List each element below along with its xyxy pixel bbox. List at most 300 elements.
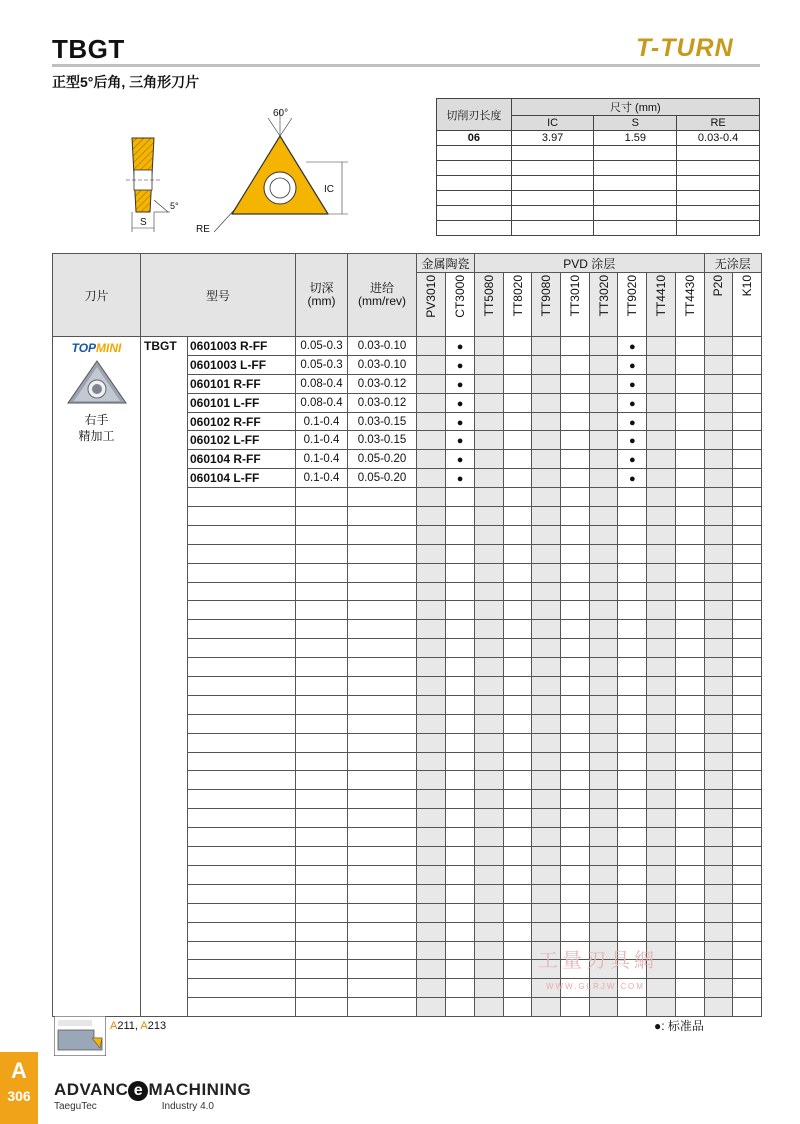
grade-cell [733, 488, 762, 507]
grade-cell [589, 865, 618, 884]
grade-cell [589, 714, 618, 733]
grade-cell [675, 809, 704, 828]
standard-dot-icon: ● [628, 340, 636, 353]
grade-cell [675, 601, 704, 620]
grade-cell [503, 563, 532, 582]
insert-cell [53, 337, 141, 1017]
grade-header-tt4430 [675, 273, 704, 337]
grade-cell [561, 620, 590, 639]
grade-cell [446, 828, 475, 847]
depth-cell [296, 884, 348, 903]
model-cell [188, 998, 296, 1017]
grade-cell [618, 903, 647, 922]
grade-cell [704, 695, 733, 714]
grade-cell [417, 884, 446, 903]
grade-cell [733, 865, 762, 884]
grade-cell [675, 412, 704, 431]
grade-cell [704, 658, 733, 677]
grade-cell [475, 960, 504, 979]
grade-cell [503, 714, 532, 733]
grade-cell [733, 979, 762, 998]
standard-dot-icon: ● [456, 359, 464, 372]
grade-cell [618, 601, 647, 620]
grade-cell [446, 469, 475, 488]
grade-cell [618, 507, 647, 526]
grade-cell [503, 903, 532, 922]
depth-cell [296, 582, 348, 601]
model-cell [188, 582, 296, 601]
grade-cell [475, 865, 504, 884]
grade-table [52, 253, 762, 1017]
grade-cell [503, 998, 532, 1017]
grade-cell [647, 658, 676, 677]
grade-cell [647, 431, 676, 450]
grade-cell [475, 677, 504, 696]
reference-links[interactable] [110, 1020, 166, 1032]
grade-cell [417, 752, 446, 771]
brand-logo-text: T-TURN [636, 34, 734, 62]
grade-label: P20 [711, 275, 726, 297]
grade-cell [675, 865, 704, 884]
grade-cell [675, 941, 704, 960]
ic-label: IC [324, 184, 334, 195]
section-letter: A [11, 1058, 27, 1083]
grade-cell [675, 469, 704, 488]
grade-cell [417, 790, 446, 809]
grade-cell [647, 979, 676, 998]
feed-cell [348, 941, 417, 960]
brand-e-icon: e [128, 1081, 148, 1101]
model-cell [188, 658, 296, 677]
grade-cell [561, 677, 590, 696]
grade-cell [417, 658, 446, 677]
grade-cell [589, 922, 618, 941]
grade-cell [417, 412, 446, 431]
grade-cell [589, 658, 618, 677]
grade-cell [618, 639, 647, 658]
grade-cell [704, 620, 733, 639]
grade-cell [475, 809, 504, 828]
grade-cell [675, 903, 704, 922]
model-cell [188, 639, 296, 658]
grade-cell [647, 771, 676, 790]
grade-cell [733, 563, 762, 582]
grade-cell [733, 431, 762, 450]
grade-cell [503, 979, 532, 998]
grade-cell [561, 733, 590, 752]
grade-cell [589, 525, 618, 544]
depth-cell [296, 658, 348, 677]
grade-cell [446, 677, 475, 696]
grade-cell [446, 431, 475, 450]
grade-cell [503, 431, 532, 450]
brand-taegutec: TaeguTec [54, 1100, 97, 1112]
grade-cell [417, 771, 446, 790]
depth-cell [296, 601, 348, 620]
grade-cell [475, 695, 504, 714]
feed-cell: 0.03-0.10 [348, 355, 417, 374]
model-cell [188, 771, 296, 790]
model-cell [188, 752, 296, 771]
grade-cell [532, 847, 561, 866]
grade-cell [475, 941, 504, 960]
grade-cell [475, 488, 504, 507]
grade-cell [503, 544, 532, 563]
grade-cell [475, 998, 504, 1017]
grade-cell [647, 563, 676, 582]
grade-cell [446, 979, 475, 998]
brand-advance: ADVANC [54, 1080, 129, 1099]
grade-cell [446, 960, 475, 979]
grade-cell [675, 998, 704, 1017]
grade-cell [532, 752, 561, 771]
grade-header-tt8020 [503, 273, 532, 337]
grade-cell [733, 941, 762, 960]
grade-cell [532, 658, 561, 677]
grade-cell [561, 922, 590, 941]
feed-cell [348, 695, 417, 714]
depth-cell: 0.05-0.3 [296, 355, 348, 374]
model-cell [188, 941, 296, 960]
grade-cell [417, 469, 446, 488]
grade-cell [704, 979, 733, 998]
grade-cell [675, 507, 704, 526]
grade-cell [561, 639, 590, 658]
grade-cell [618, 563, 647, 582]
grade-label: K10 [740, 275, 755, 297]
grade-cell [733, 903, 762, 922]
grade-cell [561, 393, 590, 412]
grade-cell [704, 884, 733, 903]
model-cell [188, 563, 296, 582]
grade-cell [446, 941, 475, 960]
depth-cell: 0.1-0.4 [296, 469, 348, 488]
grade-cell [417, 695, 446, 714]
grade-cell [618, 393, 647, 412]
grade-cell [618, 677, 647, 696]
grade-cell [503, 525, 532, 544]
grade-cell [503, 374, 532, 393]
grade-cell [589, 998, 618, 1017]
grade-cell [532, 922, 561, 941]
standard-dot-icon: ● [456, 435, 464, 448]
depth-cell [296, 620, 348, 639]
grade-cell [446, 393, 475, 412]
grade-cell [475, 847, 504, 866]
dims-len: 06 [437, 131, 512, 146]
grade-cell [475, 733, 504, 752]
model-cell [188, 695, 296, 714]
grade-cell [733, 412, 762, 431]
model-cell [188, 488, 296, 507]
model-cell [188, 601, 296, 620]
grade-cell [446, 563, 475, 582]
grade-cell [618, 374, 647, 393]
grade-cell [532, 828, 561, 847]
grade-cell [589, 450, 618, 469]
grade-cell [475, 355, 504, 374]
grade-cell [417, 374, 446, 393]
feed-cell: 0.03-0.15 [348, 431, 417, 450]
grade-cell [561, 658, 590, 677]
dims-re: 0.03-0.4 [677, 131, 760, 146]
col-insert: 刀片 [53, 254, 141, 337]
grade-cell [446, 771, 475, 790]
model-cell [188, 733, 296, 752]
feed-cell [348, 828, 417, 847]
re-label: RE [196, 224, 210, 235]
ref-1: 211, [117, 1020, 141, 1032]
grade-cell [532, 771, 561, 790]
grade-cell [733, 639, 762, 658]
grade-cell [704, 488, 733, 507]
grade-cell [446, 903, 475, 922]
depth-cell [296, 922, 348, 941]
grade-cell [561, 695, 590, 714]
insert-image [62, 357, 132, 409]
grade-cell [733, 771, 762, 790]
standard-dot-icon: ● [456, 378, 464, 391]
grade-cell [532, 998, 561, 1017]
grade-cell [503, 809, 532, 828]
grade-cell [618, 658, 647, 677]
grade-cell [446, 450, 475, 469]
feed-cell [348, 677, 417, 696]
feed-cell [348, 601, 417, 620]
grade-cell [503, 733, 532, 752]
dims-sub-ic: IC [511, 116, 594, 131]
dimensions-table [436, 98, 760, 236]
ref-a-2: A [140, 1020, 148, 1032]
grade-cell [704, 922, 733, 941]
grade-cell [675, 393, 704, 412]
depth-cell [296, 563, 348, 582]
model-cell: 060101 L-FF [188, 393, 296, 412]
grade-cell [733, 601, 762, 620]
grade-cell [704, 903, 733, 922]
grade-cell [532, 601, 561, 620]
feed-cell [348, 714, 417, 733]
grade-cell [561, 847, 590, 866]
grade-cell [704, 601, 733, 620]
grade-cell [589, 733, 618, 752]
grade-cell [475, 828, 504, 847]
grade-cell [647, 752, 676, 771]
depth-cell [296, 525, 348, 544]
grade-cell [417, 677, 446, 696]
dims-sub-s: S [594, 116, 677, 131]
model-cell [188, 847, 296, 866]
grade-cell [647, 847, 676, 866]
grade-cell [704, 582, 733, 601]
grade-cell [475, 337, 504, 356]
grade-cell [503, 828, 532, 847]
grade-cell [675, 525, 704, 544]
grade-cell [647, 714, 676, 733]
grade-cell [561, 355, 590, 374]
grade-cell [561, 752, 590, 771]
grade-cell [733, 525, 762, 544]
model-cell: 060102 R-FF [188, 412, 296, 431]
grade-label: TT9080 [539, 275, 554, 317]
grade-cell [561, 903, 590, 922]
depth-cell: 0.05-0.3 [296, 337, 348, 356]
model-cell [188, 922, 296, 941]
grade-cell [475, 620, 504, 639]
brand-logo [636, 34, 734, 63]
depth-cell [296, 865, 348, 884]
dims-sub-re: RE [677, 116, 760, 131]
grade-cell [417, 922, 446, 941]
depth-cell [296, 639, 348, 658]
grade-cell [532, 884, 561, 903]
grade-cell [618, 714, 647, 733]
grade-cell [475, 582, 504, 601]
grade-cell [532, 450, 561, 469]
grade-cell [503, 790, 532, 809]
grade-header-tt9020 [618, 273, 647, 337]
grade-cell [647, 393, 676, 412]
grade-cell [675, 639, 704, 658]
topmini-logo [53, 341, 140, 355]
grade-cell [647, 733, 676, 752]
grade-header-pv3010 [417, 273, 446, 337]
grade-cell [733, 469, 762, 488]
grade-cell [704, 809, 733, 828]
grade-cell [446, 809, 475, 828]
feed-cell [348, 865, 417, 884]
grade-cell [417, 941, 446, 960]
grade-label: CT3000 [453, 275, 468, 318]
grade-cell [417, 337, 446, 356]
grade-cell [532, 677, 561, 696]
grade-cell [475, 979, 504, 998]
grade-cell [446, 355, 475, 374]
grade-cell [446, 922, 475, 941]
grade-header-ct3000 [446, 273, 475, 337]
feed-cell [348, 488, 417, 507]
grade-cell [475, 790, 504, 809]
grade-cell [675, 337, 704, 356]
feed-cell [348, 998, 417, 1017]
grade-cell [675, 960, 704, 979]
grade-cell [733, 922, 762, 941]
grade-cell [532, 809, 561, 828]
grade-cell [704, 507, 733, 526]
grade-cell [532, 903, 561, 922]
grade-cell [561, 582, 590, 601]
grade-cell [532, 695, 561, 714]
grade-cell [475, 922, 504, 941]
depth-cell [296, 771, 348, 790]
grade-cell [446, 544, 475, 563]
grade-cell [733, 658, 762, 677]
grade-cell [589, 695, 618, 714]
grade-cell [704, 563, 733, 582]
grade-cell [675, 771, 704, 790]
grade-cell [446, 998, 475, 1017]
grade-cell [647, 903, 676, 922]
grade-cell [675, 714, 704, 733]
grade-cell [647, 544, 676, 563]
grade-cell [618, 752, 647, 771]
feed-cell [348, 544, 417, 563]
grade-cell [618, 998, 647, 1017]
grade-cell [503, 884, 532, 903]
grade-cell [618, 355, 647, 374]
grade-cell [503, 469, 532, 488]
grade-cell [475, 903, 504, 922]
grade-cell [503, 847, 532, 866]
grade-cell [647, 450, 676, 469]
standard-dot-icon: ● [628, 397, 636, 410]
grade-cell [704, 355, 733, 374]
standard-dot-icon: ● [456, 416, 464, 429]
grade-cell [475, 601, 504, 620]
grade-cell [417, 563, 446, 582]
grade-cell [733, 582, 762, 601]
grade-cell [733, 507, 762, 526]
model-cell [188, 828, 296, 847]
grade-cell [475, 752, 504, 771]
grade-cell [446, 488, 475, 507]
grade-header-tt3020 [589, 273, 618, 337]
model-cell [188, 865, 296, 884]
grade-cell [733, 337, 762, 356]
grade-cell [733, 714, 762, 733]
grade-cell [503, 582, 532, 601]
depth-cell: 0.1-0.4 [296, 412, 348, 431]
grade-cell [675, 374, 704, 393]
grade-cell [503, 677, 532, 696]
standard-dot-icon: ● [628, 454, 636, 467]
angle-label: 60° [273, 108, 289, 119]
grade-cell [589, 355, 618, 374]
grade-cell [704, 960, 733, 979]
grade-cell [704, 374, 733, 393]
dims-col-size: 尺寸 (mm) [511, 99, 759, 116]
grade-cell [704, 450, 733, 469]
depth-cell [296, 809, 348, 828]
grade-cell [475, 469, 504, 488]
grade-cell [503, 639, 532, 658]
col-feed: 进给 (mm/rev) [348, 254, 417, 337]
depth-cell [296, 903, 348, 922]
grade-label: TT5080 [481, 275, 496, 317]
depth-cell: 0.08-0.4 [296, 374, 348, 393]
grade-header-tt4410 [647, 273, 676, 337]
grade-cell [561, 865, 590, 884]
grade-cell [589, 337, 618, 356]
depth-cell [296, 488, 348, 507]
grade-cell [503, 488, 532, 507]
feed-cell [348, 809, 417, 828]
depth-cell [296, 733, 348, 752]
grade-cell [417, 393, 446, 412]
grade-cell [618, 412, 647, 431]
grade-cell [618, 582, 647, 601]
model-cell: 0601003 R-FF [188, 337, 296, 356]
feed-cell: 0.05-0.20 [348, 469, 417, 488]
legend-standard: ●: 标准品 [654, 1019, 704, 1033]
grade-cell [475, 639, 504, 658]
grade-cell [589, 903, 618, 922]
feed-cell [348, 507, 417, 526]
grade-cell [561, 374, 590, 393]
depth-cell [296, 979, 348, 998]
grade-cell [446, 847, 475, 866]
standard-dot-icon: ● [628, 435, 636, 448]
